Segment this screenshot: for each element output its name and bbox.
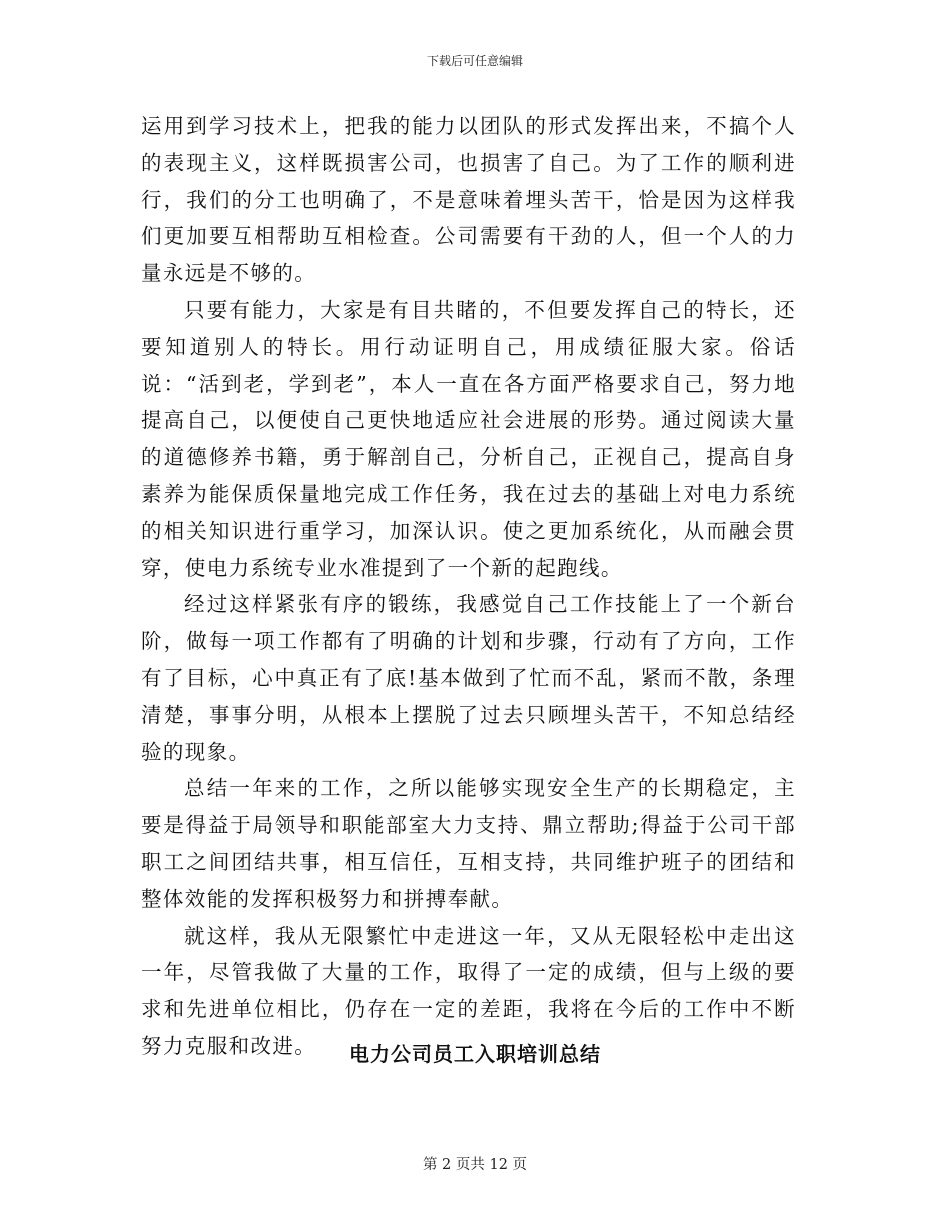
paragraph-conclusion: 就这样，我从无限繁忙中走进这一年，又从无限轻松中走出这一年，尽管我做了大量的工作，取得了一定的成绩，但与上级的要求和先进单位相比，仍存在一定的差距，我将在今后的工作中不断努力克服和改进。	[141, 923, 796, 1058]
page-footer: 第 2 页共 12 页	[422, 1157, 528, 1173]
document-body	[141, 108, 796, 1065]
paragraph-continuation: 运用到学习技术上，把我的能力以团队的形式发挥出来，不搞个人的表现主义，这样既损害公司，也损害了自己。为了工作的顺利进行，我们的分工也明确了，不是意味着埋头苦干，恰是因为这样我们更加要互相帮助互相检查。公司需要有干劲的人，但一个人的力量永远是不够的。	[141, 114, 796, 286]
paragraph-summary: 总结一年来的工作，之所以能够实现安全生产的长期稳定，主要是得益于局领导和职能部室大力支持、鼎立帮助;得益于公司干部职工之间团结共事，相互信任，互相支持，共同维护班子的团结和整体效能的发挥积极努力和拼搏奉献。	[141, 776, 796, 911]
section-title: 电力公司员工入职培训总结	[349, 1042, 601, 1066]
page-header-note: 下载后可任意编辑	[426, 54, 523, 68]
paragraph-training: 经过这样紧张有序的锻练，我感觉自己工作技能上了一个新台阶，做每一项工作都有了明确的计划和步骤，行动有了方向，工作有了目标，心中真正有了底!基本做到了忙而不乱，紧而不散，条理清楚，事事分明，从根本上摆脱了过去只顾埋头苦干，不知总结经验的现象。	[141, 592, 796, 764]
paragraph-ability: 只要有能力，大家是有目共睹的，不但要发挥自己的特长，还要知道别人的特长。用行动证明自己，用成绩征服大家。俗话说：“活到老，学到老”，本人一直在各方面严格要求自己，努力地提高自己，以便使自己更快地适应社会进展的形势。通过阅读大量的道德修养书籍，勇于解剖自己，分析自己，正视自己，提高自身素养为能保质保量地完成工作任务，我在过去的基础上对电力系统的相关知识进行重学习，加深认识。使之更加系统化，从而融会贯穿，使电力系统专业水准提到了一个新的起跑线。	[141, 297, 796, 580]
